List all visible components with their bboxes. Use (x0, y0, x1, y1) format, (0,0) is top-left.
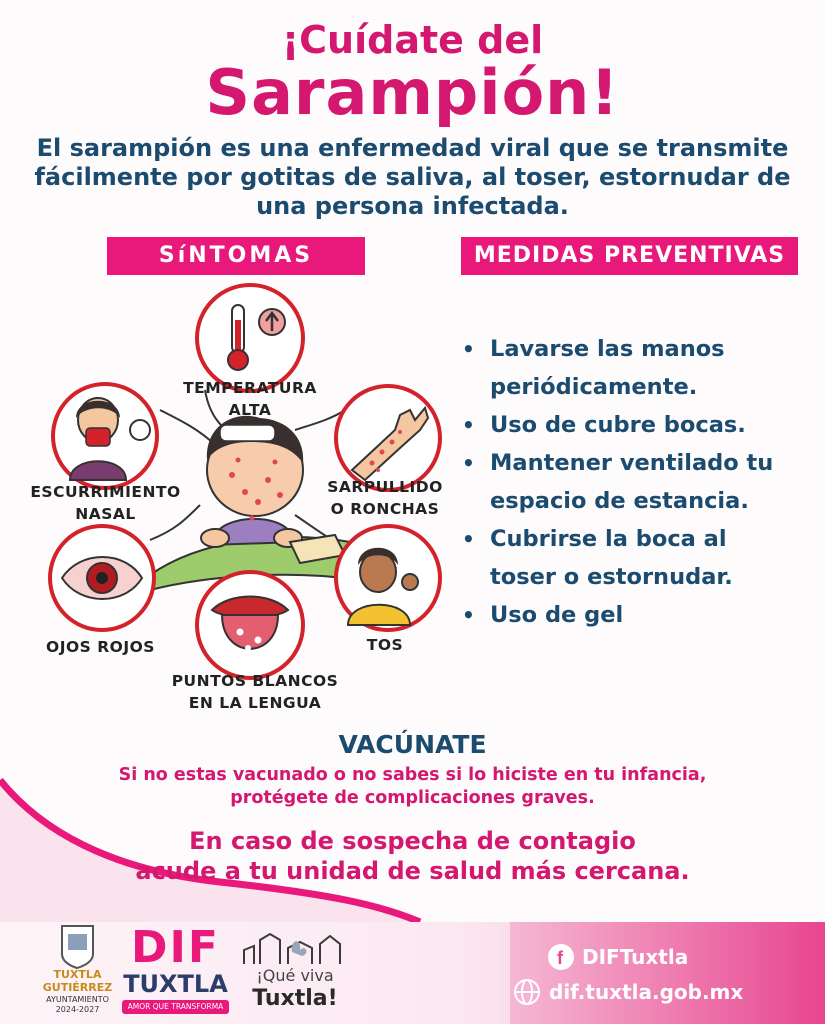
symptom-circle-red-eyes (50, 526, 154, 630)
suspicion-text (0, 826, 825, 886)
symptom-label-temperature (165, 377, 335, 421)
logo-ayuntamiento: AYUNTAMIENTO (46, 995, 109, 1004)
logo-dif-city: TUXTLA (123, 970, 228, 998)
suspicion-line-2: acude a tu unidad de salud más cercana. (135, 857, 690, 885)
facebook-icon[interactable] (548, 944, 574, 970)
intro-line-3: una persona infectada. (256, 192, 569, 220)
prevention-line: • Lavarse las manos (462, 330, 773, 368)
prevention-header: MEDIDAS PREVENTIVAS (461, 237, 798, 275)
symptom-circle-cough (336, 526, 440, 630)
symptom-label-line: SARPULLIDO (327, 478, 443, 496)
logo-tuxtla-gutierrez (30, 920, 125, 1020)
prevention-line: • Uso de cubre bocas. (462, 406, 773, 444)
svg-text:f: f (557, 948, 563, 968)
prevention-line: toser o estornudar. (490, 564, 733, 590)
logo-tuxtla-line2: GUTIÉRREZ (42, 981, 113, 994)
city-skyline-icon (240, 926, 350, 968)
symptom-circle-runny-nose (53, 384, 157, 488)
intro-line-1: El sarampión es una enfermedad viral que se transmite (36, 134, 789, 162)
vaccine-line-2: protégete de complicaciones graves. (230, 788, 595, 808)
suspicion-line-1: En caso de sospecha de contagio (189, 827, 636, 855)
city-seal-icon (30, 922, 125, 970)
symptom-label-line: ALTA (228, 401, 272, 419)
prevention-list (462, 330, 773, 634)
symptom-label-line: EN LA LENGUA (188, 694, 322, 712)
website-link[interactable]: dif.tuxtla.gob.mx (549, 980, 744, 1004)
symptom-label-red-eyes: OJOS ROJOS (46, 638, 155, 656)
symptom-label-rash (310, 476, 460, 520)
prevention-line: espacio de estancia. (490, 488, 749, 514)
symptom-label-line: O RONCHAS (330, 500, 440, 518)
symptom-label-line: NASAL (75, 505, 136, 523)
prevention-line: periódicamente. (490, 374, 698, 400)
prevention-line: • Mantener ventilado tu (462, 444, 773, 482)
logo-dif-word: DIF (131, 922, 220, 973)
symptom-label-tongue (150, 670, 360, 714)
symptom-label-cough: TOS (366, 636, 404, 654)
intro-line-2: fácilmente por gotitas de saliva, al toser, estornudar de (34, 163, 791, 191)
child-hand-left (201, 529, 229, 547)
logo-dif-slogan: AMOR QUE TRANSFORMA (122, 1000, 229, 1014)
symptom-label-line: ESCURRIMIENTO (30, 483, 181, 501)
logo-tuxtla-line1: TUXTLA (53, 968, 102, 981)
forehead-cloth (220, 425, 275, 441)
logo-dif-tuxtla (118, 922, 233, 1022)
symptom-circle-temperature (197, 285, 303, 391)
intro-text (20, 134, 805, 221)
logo-viva-line1: ¡Qué viva (256, 966, 334, 985)
symptom-circle-tongue (197, 572, 303, 678)
symptom-circle-rash (336, 386, 440, 490)
prevention-line: • Uso de gel (462, 596, 773, 634)
facebook-handle[interactable]: DIFTuxtla (582, 945, 689, 969)
title-line-2: Sarampión! (205, 56, 620, 129)
logo-viva-line2: Tuxtla! (252, 986, 338, 1011)
logo-que-viva-tuxtla (240, 922, 350, 1022)
symptoms-header: SíNTOMAS (107, 237, 365, 275)
symptom-label-line: TEMPERATURA (183, 379, 317, 397)
globe-icon (512, 977, 542, 1007)
vaccine-title: VACÚNATE (338, 730, 487, 759)
vaccine-line-1: Si no estas vacunado o no sabes si lo hiciste en tu infancia, (118, 765, 707, 785)
symptom-label-runny-nose (18, 481, 193, 525)
vaccine-text (0, 764, 825, 810)
symptom-label-line: PUNTOS BLANCOS (171, 672, 339, 690)
title-line-1: ¡Cuídate del (281, 18, 544, 62)
prevention-line: • Cubrirse la boca al (462, 520, 773, 558)
logo-period: 2024-2027 (55, 1005, 100, 1014)
